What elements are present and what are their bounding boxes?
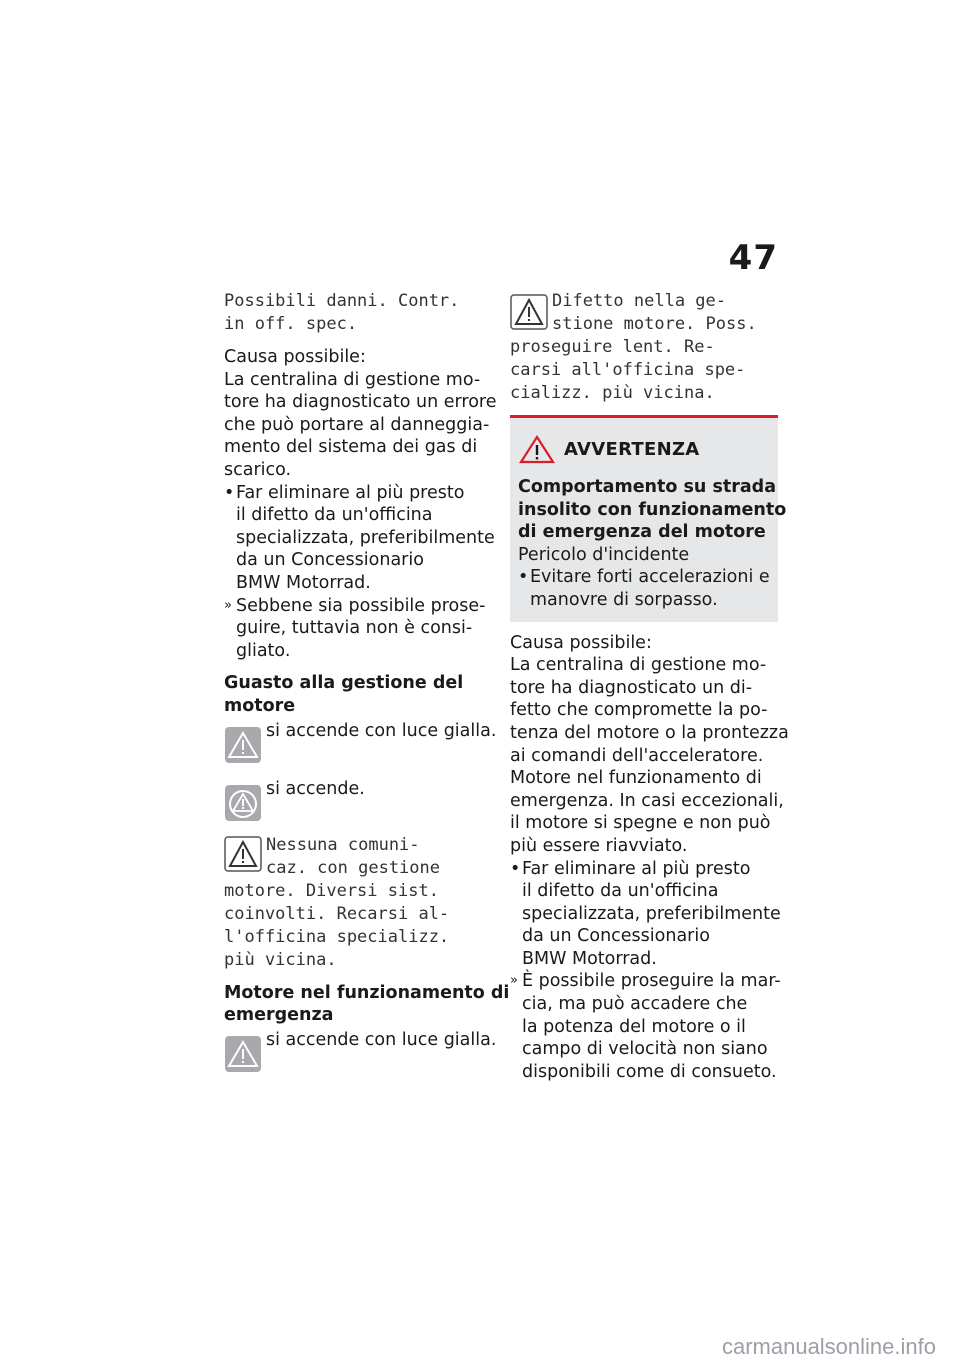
display-message-emissions: Possibili danni. Contr. in off. spec. xyxy=(224,291,460,334)
cause-text: Causa possibile: La centralina di gestione mo- tore ha diagnosticato un di- fetto che compromette la po- tenza del motore o la prontezza ai comandi dell'acceleratore. Motore nel funzionamento di emergenza. In casi eccezionali, il motore si spegne e non può più essere riavviato. xyxy=(510,632,789,856)
warning-triangle-icon xyxy=(224,836,262,872)
indicator-row-on: si accende. xyxy=(224,778,490,828)
warning-triangle-icon xyxy=(224,726,262,764)
display-message-engine-fault: Difetto nella ge- stione motore. Poss. proseguire lent. Re- carsi all'officina spe- cializz. più vicina. xyxy=(510,291,757,403)
list-item: • Far eliminare al più presto il difetto da un'officina specializzata, preferibilmente da un Concessionario BMW Motorrad. xyxy=(510,858,781,969)
hazard-text: Pericolo d'incidente xyxy=(518,544,690,565)
list-item: » Sebbene sia possibile prose- guire, tuttavia non è consi- gliato. xyxy=(224,595,486,661)
warning-triangle-icon xyxy=(510,294,548,330)
right-column xyxy=(510,290,789,1083)
warning-heading: Comportamento su strada insolito con funzionamento di emergenza del motore xyxy=(518,477,787,543)
page-number: 47 xyxy=(728,238,778,278)
footer-watermark: carmanualsonline.info xyxy=(721,1334,936,1359)
warning-action-list xyxy=(518,566,770,611)
warning-title: AVVERTENZA xyxy=(518,434,770,464)
section-heading-engine-fault: Guasto alla gestione del motore xyxy=(224,673,464,716)
danger-triangle-icon xyxy=(518,434,556,464)
indicator-row-yellow-2: si accende con luce gialla. xyxy=(224,1029,490,1081)
bullet-icon: • xyxy=(510,858,521,879)
cause-text: Causa possibile: La centralina di gestione mo- tore ha diagnosticato un errore che può portare al danneggia- mento del sistema dei gas di scarico. xyxy=(224,347,497,480)
indicator-row-yellow: si accende con luce gialla. xyxy=(224,720,490,772)
action-list xyxy=(224,482,495,663)
engine-warning-icon xyxy=(224,784,262,822)
section-heading-emergency-mode: Motore nel funzionamento di emergenza xyxy=(224,982,510,1026)
list-item: » È possibile proseguire la mar- cia, ma può accadere che la potenza del motore o il campo di velocità non siano disponibili come di consueto. xyxy=(510,971,781,1082)
display-message-no-communication: Nessuna comuni- caz. con gestione motore. Diversi sist. coinvolti. Recarsi al- l'officina specializz. più vicina. xyxy=(224,834,450,970)
list-item: • Evitare forti accelerazioni e manovre di sorpasso. xyxy=(518,567,770,610)
warning-box xyxy=(510,415,787,622)
result-arrow-icon: » xyxy=(224,597,232,613)
list-item: • Far eliminare al più presto il difetto da un'officina specializzata, preferibilmente da un Concessionario BMW Motorrad. xyxy=(224,482,495,593)
bullet-icon: • xyxy=(518,567,529,588)
result-arrow-icon: » xyxy=(510,973,518,989)
action-list xyxy=(510,858,781,1084)
warning-triangle-icon xyxy=(224,1035,262,1073)
bullet-icon: • xyxy=(224,482,235,503)
left-column xyxy=(224,290,510,1081)
